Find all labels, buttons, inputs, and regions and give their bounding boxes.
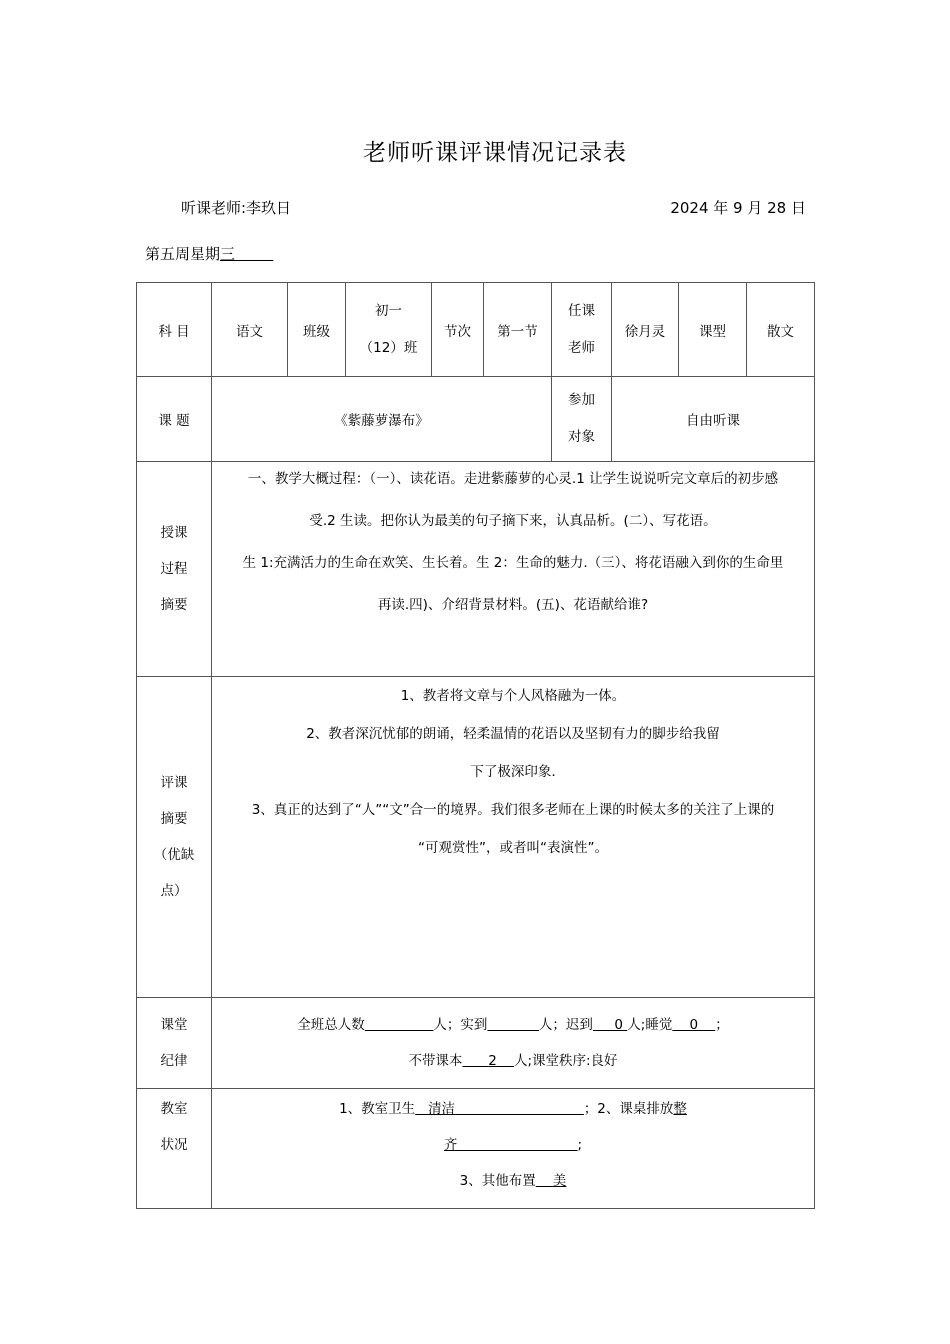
- sleep-count: 0: [689, 1017, 699, 1033]
- teacher-value: 徐月灵: [612, 283, 679, 377]
- week-line: [145, 243, 273, 264]
- class-label: 班级: [288, 283, 346, 377]
- period-label: 节次: [432, 283, 484, 377]
- late-count: 0: [614, 1017, 623, 1033]
- topic-row: [137, 377, 815, 462]
- class-value: 初一 （12）班: [346, 283, 432, 377]
- attend-label: 参加 对象: [552, 377, 612, 462]
- process-row: [137, 462, 815, 677]
- info-row: [137, 283, 815, 377]
- classroom-row: [137, 1089, 815, 1209]
- present-count: [487, 1017, 539, 1033]
- topic-label: 课 题: [137, 377, 212, 462]
- process-label: 授课 过程 摘要: [137, 462, 212, 677]
- review-row: [137, 677, 815, 998]
- discipline-label: 课堂 纪律: [137, 998, 212, 1089]
- other-value: 美: [552, 1173, 567, 1189]
- record-table: [136, 282, 815, 1209]
- date: 2024 年 9 月 28 日: [670, 199, 806, 217]
- review-label: 评课 摘要 （优缺 点）: [137, 677, 212, 998]
- type-label: 课型: [679, 283, 747, 377]
- topic-value: 《紫藤萝瀑布》: [212, 377, 552, 462]
- process-summary: 一、教学大概过程：（一）、读花语。走进紫藤萝的心灵.1 让学生说说听完文章后的初步感 受.2 生读。把你认为最美的句子摘下来，认真品析。(二）、写花语。 生 1:充满活力的生命在欢笑、生长着。生 2：生命的魅力.（三）、将花语融入到你的生命里 再读.四)、介绍背景材料。(五)、花语献给谁?: [212, 462, 815, 677]
- desks-value: 整: [673, 1101, 687, 1117]
- week-day: 三: [220, 245, 236, 263]
- discipline-detail: 全班总人数 人；实到 人；迟到 0 人;睡觉 0 ； 不带课本 2 人;课堂秩序:良好: [212, 998, 815, 1089]
- classroom-label: 教室 状况: [137, 1089, 212, 1209]
- period-value: 第一节: [484, 283, 552, 377]
- observer-teacher: 听课老师:李玖日: [181, 199, 292, 217]
- classroom-detail: 1、教室卫生 清洁 ；2、课桌排放整 齐 ; 3、其他布置 美: [212, 1089, 815, 1209]
- total-count: [365, 1017, 434, 1033]
- attend-value: 自由听课: [612, 377, 815, 462]
- page-title: 老师听课评课情况记录表: [363, 140, 627, 166]
- week-prefix: 第五周星期: [145, 245, 221, 263]
- nobook-count: 2: [488, 1053, 497, 1069]
- review-summary: 1、教者将文章与个人风格融为一体。 2、教者深沉忧郁的朗诵，轻柔温情的花语以及坚韧有力的脚步给我留 下了极深印象. 3、真正的达到了“人”“文”合一的境界。我们很多老师在上课的时候太多的关注了上课的 “可观赏性”，或者叫“表演性”。: [212, 677, 815, 998]
- discipline-row: [137, 998, 815, 1089]
- type-value: 散文: [747, 283, 815, 377]
- desks-value-2: 齐: [443, 1137, 458, 1153]
- teacher-label: 任课 老师: [552, 283, 612, 377]
- hygiene-value: 清洁: [428, 1101, 456, 1117]
- subject-value: 语文: [212, 283, 288, 377]
- subject-label: 科 目: [137, 283, 212, 377]
